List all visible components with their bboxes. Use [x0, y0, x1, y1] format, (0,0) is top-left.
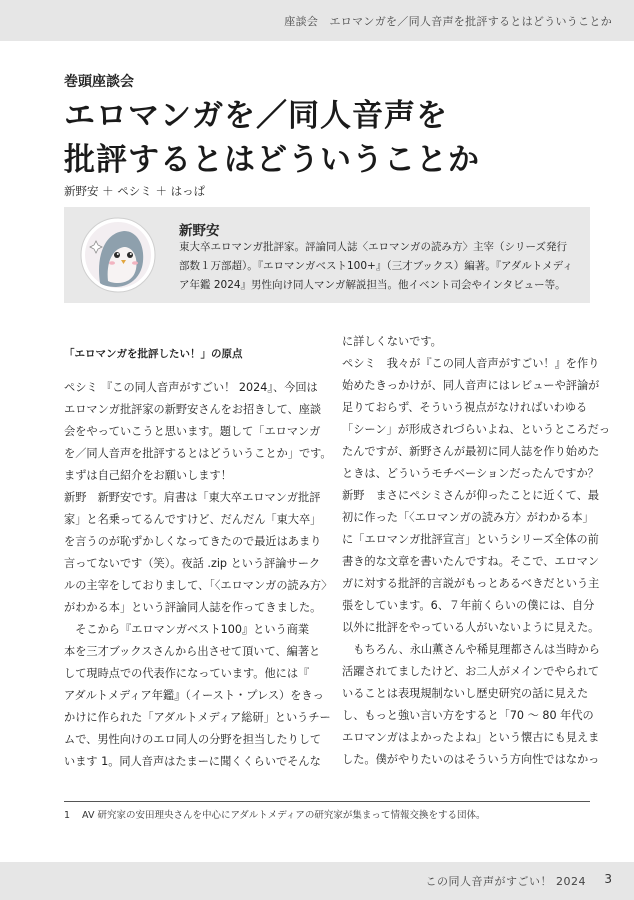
text-line: 「シーン」が形成されづらいよね、というところだっ: [342, 423, 611, 436]
text-line: 書き的な文章を書いたんですね。そこで、エロマン: [342, 555, 600, 568]
text-line: し、もっと強い言い方をすると「70 〜 80 年代の: [342, 709, 594, 722]
bio-line: 東大卒エロマンガ批評家。評論同人誌〈エロマンガの読み方〉主宰（シリーズ発行: [179, 241, 567, 253]
text-line: を言うのが恥ずかしくなってきたので最近はあまり: [64, 535, 322, 548]
footnote-text: AV 研究家の安田理央さんを中心にアダルトメディアの研究家が集まって情報交換をする団体。: [82, 810, 486, 821]
text-line: ペシミ 我々が『この同人音声がすごい！』を作り: [342, 357, 600, 370]
text-line: を／同人音声を批評するとはどういうことか」です。: [64, 447, 332, 460]
section-heading: 「エロマンガを批評したい！」の原点: [64, 348, 243, 360]
text-line: エロマンガ批評家の新野安さんをお招きして、座談: [64, 403, 322, 416]
page-number: 3: [604, 872, 612, 886]
text-line: 足りておらず、そういう視点がなければいわゆる: [342, 401, 588, 414]
text-line: アダルトメディア年鑑』（イースト・プレス）をきっ: [64, 689, 324, 702]
running-header: [0, 0, 634, 41]
text-line: いることは表現規制ないし歴史研究の話に見えた: [342, 687, 589, 700]
running-title: 座談会 エロマンガを／同人音声を批評するとはどういうことか: [284, 15, 612, 28]
text-line: ルの主宰をしておりまして、「〈エロマンガの読み方〉: [64, 579, 333, 592]
text-line: 新野 新野安です。肩書は「東大卒エロマンガ批評: [64, 491, 321, 504]
text-line: 張をしています。6、７年前くらいの僕には、自分: [342, 599, 595, 612]
text-line: ときは、どういうモチベーションだったんですか？: [342, 467, 599, 480]
footnote-divider: [64, 801, 590, 802]
bio-line: 部数１万部超）。『エロマンガベスト100+』（三才ブックス）編著。『アダルトメディ: [179, 260, 573, 272]
title-line: エロマンガを／同人音声を: [64, 98, 448, 134]
text-line: がわかる本」という評論同人誌を作ってきました。: [64, 601, 322, 614]
title-line: 批評するとはどういうことか: [64, 142, 480, 178]
right-column: [342, 331, 611, 771]
text-line: した。僕がやりたいのはそういう方向性ではなかっ: [342, 753, 600, 766]
profile-bio: [179, 238, 579, 295]
text-line: かけに作られた「アダルトメディア総研」というチー: [64, 711, 331, 724]
text-line: 本を三才ブックスさんから出させて頂いて、編著と: [64, 645, 321, 658]
text-line: たんですが、新野さんが最初に同人誌を作り始めた: [342, 445, 600, 458]
text-line: ムで、男性向けのエロ同人の分野を担当したりして: [64, 733, 322, 746]
text-line: 会をやっていこうと思います。題して「エロマンガ: [64, 425, 321, 438]
text-line: います 1。同人音声はたまーに聞くくらいでそんな: [64, 755, 321, 768]
text-line: に詳しくないです。: [342, 335, 442, 348]
publication-title: この同人音声がすごい！ 2024: [425, 875, 586, 888]
left-column: [64, 343, 333, 773]
text-line: まずは自己紹介をお願いします！: [64, 469, 232, 482]
profile-box: [64, 207, 590, 303]
article-kicker: 巻頭座談会: [64, 74, 134, 90]
bio-line: ア年鑑 2024』男性向け同人マンガ解説担当。他イベント司会やインタビュー等。: [179, 279, 566, 291]
penguin-avatar-icon: [80, 217, 156, 293]
text-line: に「エロマンガ批評宣言」というシリーズ全体の前: [342, 533, 599, 546]
text-line: 以外に批評をやっている人がいないように見えた。: [342, 621, 600, 634]
text-line: ガに対する批評的言説がもっとあるべきだという主: [342, 577, 600, 590]
profile-name: 新野安: [179, 223, 220, 239]
byline: 新野安 ＋ ペシミ ＋ はっぱ: [64, 184, 206, 198]
text-line: エロマンガはよかったよね」という懐古にも見えま: [342, 731, 600, 744]
running-footer: [0, 862, 634, 900]
text-line: もちろん、永山薫さんや稀見理都さんは当時から: [342, 643, 600, 656]
text-line: 家」と名乗ってるんですけど、だんだん「東大卒」: [64, 513, 322, 526]
footnote: [64, 807, 485, 821]
right-column-text: [342, 331, 611, 771]
text-line: ペシミ 『この同人音声がすごい！ 2024』、今回は: [64, 381, 318, 394]
text-line: 始めたきっかけが、同人音声にはレビューや評論が: [342, 379, 600, 392]
text-line: そこから『エロマンガベスト100』という商業: [64, 623, 310, 636]
text-line: 新野 まさにペシミさんが仰ったことに近くて、最: [342, 489, 600, 502]
text-line: して現時点での代表作になっています。他には『: [64, 667, 310, 680]
article-title: [64, 94, 604, 182]
text-line: 言ってないです（笑）。夜話 .zip という評論サーク: [64, 557, 321, 570]
left-column-text: [64, 377, 333, 773]
text-line: 初に作った「〈エロマンガの読み方〉がわかる本」: [342, 511, 594, 524]
footnote-number: 1: [64, 810, 71, 821]
text-line: 活躍されてましたけど、お二人がメインでやられて: [342, 665, 600, 678]
